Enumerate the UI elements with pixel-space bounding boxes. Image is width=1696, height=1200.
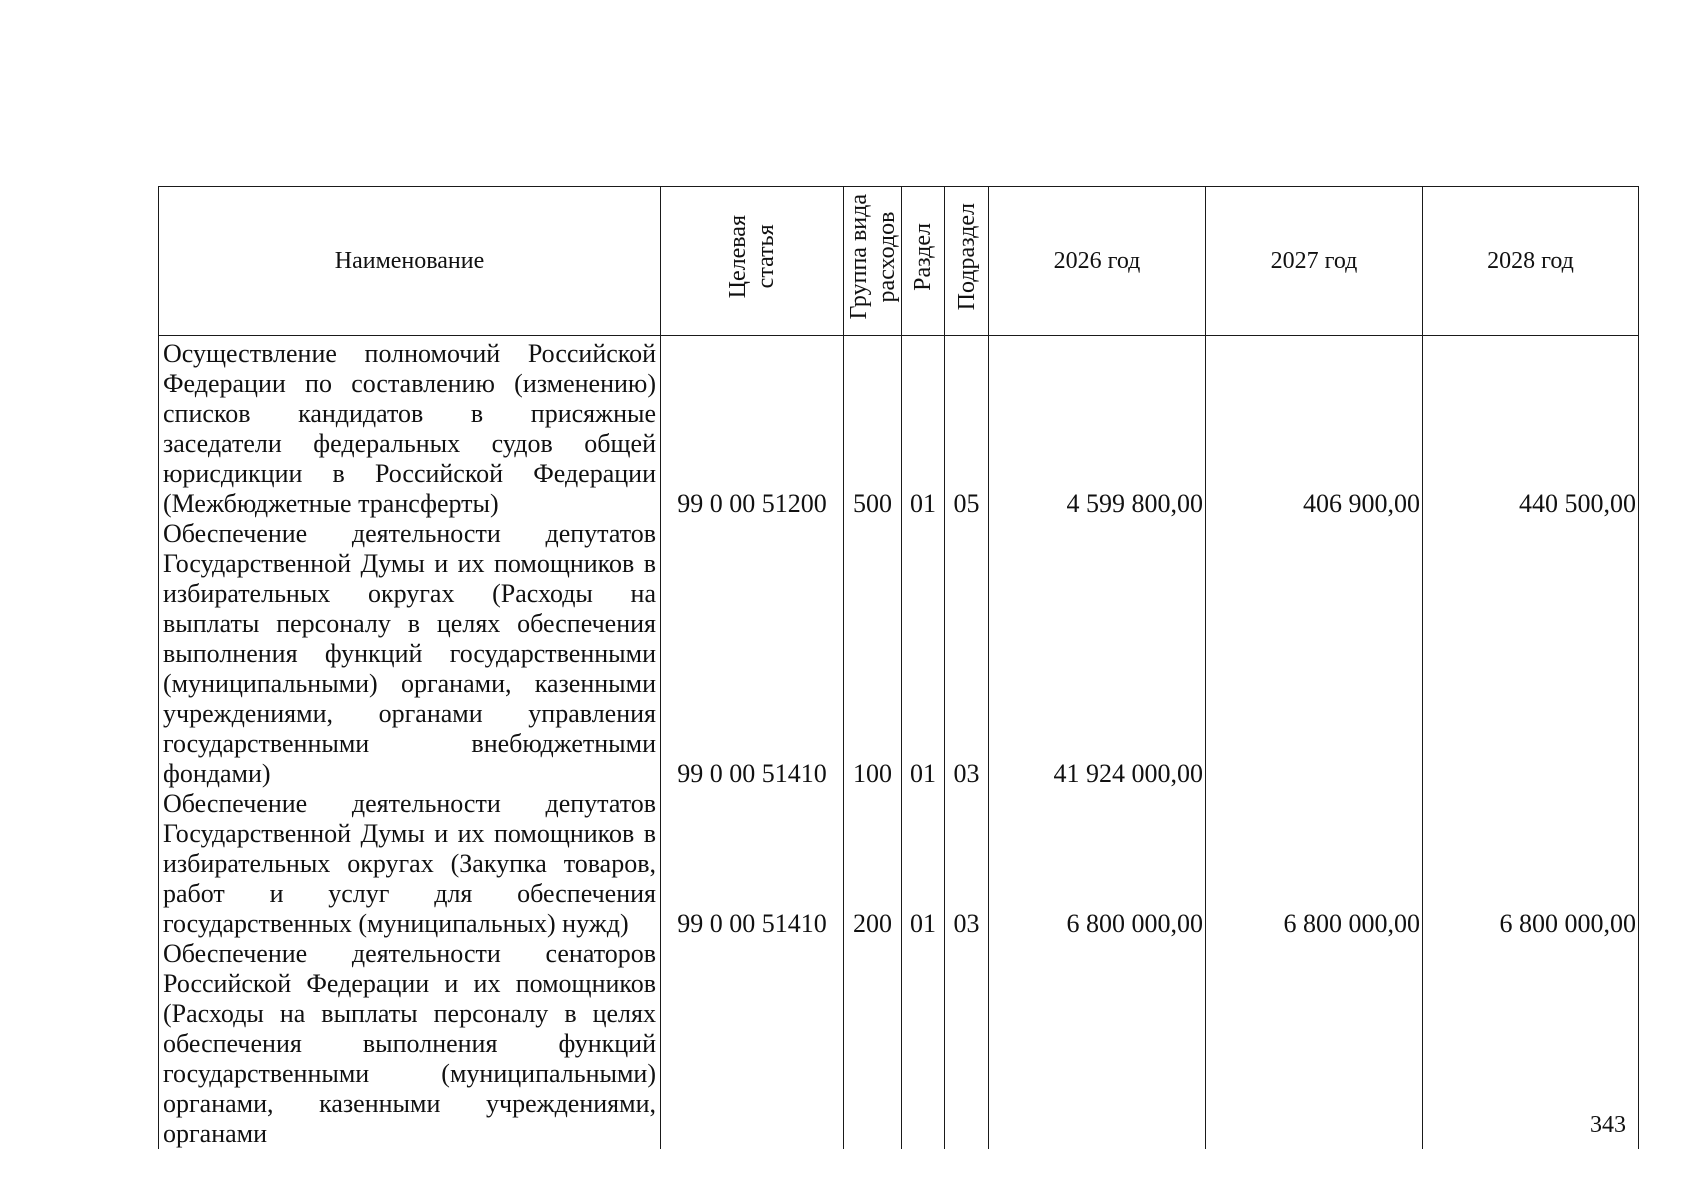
- row-expense-group: 100: [844, 519, 902, 789]
- header-year-2028: 2028 год: [1423, 187, 1639, 336]
- header-group-line2: расходов: [873, 211, 900, 303]
- row-amount-2026: [989, 939, 1206, 1149]
- header-section: [902, 187, 945, 336]
- header-section-text: [909, 223, 937, 291]
- row-name: Обеспечение деятельности депутатов Государственной Думы и их помощников в избирательных округах (Расходы на выплаты персоналу в целях обеспечения выполнения функций государственными (муниципальными) органами, казенными учреждениями, органами управления государственными внебюджетными фондами): [159, 519, 661, 789]
- row-subsection: 03: [945, 789, 989, 939]
- page-number: 343: [1590, 1112, 1626, 1138]
- row-amount-2027: 406 900,00: [1206, 336, 1423, 520]
- table-row: [159, 789, 1639, 939]
- header-target-article: [661, 187, 844, 336]
- row-name: Обеспечение деятельности сенаторов Российской Федерации и их помощников (Расходы на выплаты персоналу в целях обеспечения выполнения функций государственными (муниципальными) органами, казенными учреждениями, органами: [159, 939, 661, 1149]
- row-name: Осуществление полномочий Российской Федерации по составлению (изменению) списков кандидатов в присяжные заседатели федеральных судов общей юрисдикции в Российской Федерации (Межбюджетные трансферты): [159, 336, 661, 520]
- table-body: [159, 336, 1639, 1150]
- row-section: 01: [902, 789, 945, 939]
- row-subsection: 05: [945, 336, 989, 520]
- table-header: [159, 187, 1639, 336]
- header-group-line1: Группа вида: [845, 194, 872, 320]
- row-amount-2027: [1206, 519, 1423, 789]
- row-subsection: [945, 939, 989, 1149]
- header-section-label: Раздел: [910, 223, 936, 291]
- row-section: [902, 939, 945, 1149]
- table-row: [159, 519, 1639, 789]
- header-row: [159, 187, 1639, 336]
- row-amount-2027: 6 800 000,00: [1206, 789, 1423, 939]
- header-target-line2: статья: [753, 225, 779, 289]
- row-target-article: 99 0 00 51410: [661, 789, 844, 939]
- row-amount-2027: [1206, 939, 1423, 1149]
- header-subsection-label: Подраздел: [953, 203, 980, 311]
- row-amount-2028: 6 800 000,00: [1423, 789, 1639, 939]
- row-amount-2026: 4 599 800,00: [989, 336, 1206, 520]
- row-expense-group: [844, 939, 902, 1149]
- row-amount-2026: 6 800 000,00: [989, 789, 1206, 939]
- row-subsection: 03: [945, 519, 989, 789]
- table-row: [159, 336, 1639, 520]
- header-target-line1: Целевая: [725, 215, 751, 299]
- header-target-article-text: [724, 215, 780, 298]
- row-section: 01: [902, 519, 945, 789]
- row-target-article: [661, 939, 844, 1149]
- row-amount-2028: 440 500,00: [1423, 336, 1639, 520]
- header-subsection-text: [953, 203, 981, 310]
- row-section: 01: [902, 336, 945, 520]
- row-target-article: 99 0 00 51200: [661, 336, 844, 520]
- header-year-2026: 2026 год: [989, 187, 1206, 336]
- row-target-article: 99 0 00 51410: [661, 519, 844, 789]
- budget-allocation-table: [158, 186, 1639, 1149]
- table-row: [159, 939, 1639, 1149]
- row-expense-group: 200: [844, 789, 902, 939]
- header-year-2027: 2027 год: [1206, 187, 1423, 336]
- header-name: Наименование: [159, 187, 661, 336]
- row-expense-group: 500: [844, 336, 902, 520]
- row-amount-2028: [1423, 519, 1639, 789]
- header-expense-group-text: [845, 194, 901, 319]
- header-expense-group: [844, 187, 902, 336]
- header-subsection: [945, 187, 989, 336]
- row-amount-2026: 41 924 000,00: [989, 519, 1206, 789]
- row-name: Обеспечение деятельности депутатов Государственной Думы и их помощников в избирательных округах (Закупка товаров, работ и услуг для обеспечения государственных (муниципальных) нужд): [159, 789, 661, 939]
